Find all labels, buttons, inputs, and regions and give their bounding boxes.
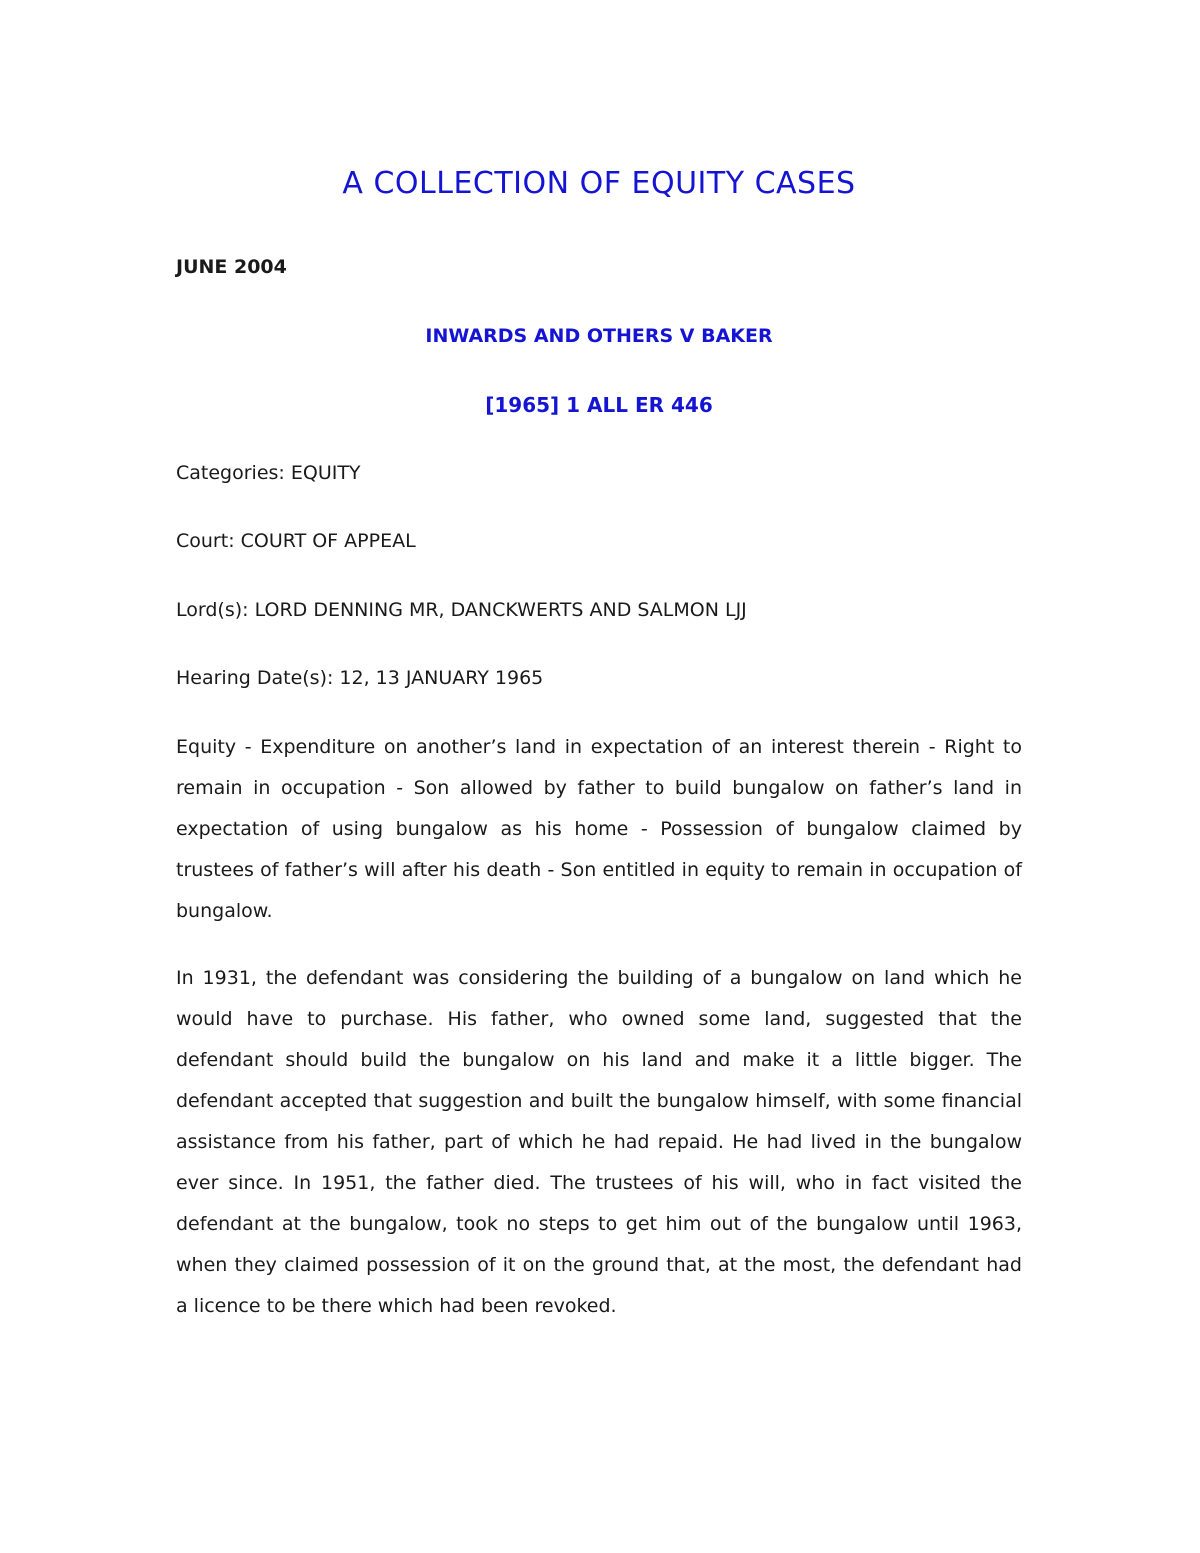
facts-paragraph: In 1931, the defendant was considering the building of a bungalow on land which he would have to purchase. His father, who owned some land, suggested that the defendant should build the bungalow on his land and make it a little bigger. The defendant accepted that suggestion and built the bungalow himself, with some financial assistance from his father, part of which he had repaid. He had lived in the bungalow ever since. In 1951, the father died. The trustees of his will, who in fact visited the defendant at the bungalow, took no steps to get him out of the bungalow until 1963, when they claimed possession of it on the ground that, at the most, the defendant had a licence to be there which had been revoked. [176,967,1022,1317]
headnote-paragraph: Equity - Expenditure on another’s land in expectation of an interest therein - Right to remain in occupation - Son allowed by father to build bungalow on father’s land in expectation of using bungalow as his home - Possession of bungalow claimed by trustees of father’s will after his death - Son entitled in equity to remain in occupation of bungalow. [176,736,1022,922]
case-name: INWARDS AND OTHERS V BAKER [425,325,773,347]
document-title: A COLLECTION OF EQUITY CASES [342,166,856,201]
case-citation: [1965] 1 ALL ER 446 [485,393,713,417]
court-line: Court: COURT OF APPEAL [176,530,416,552]
hearing-dates-line: Hearing Date(s): 12, 13 JANUARY 1965 [176,667,544,689]
date-line: JUNE 2004 [176,256,287,278]
lords-line: Lord(s): LORD DENNING MR, DANCKWERTS AND SALMON LJJ [176,599,747,621]
categories-line: Categories: EQUITY [176,462,361,484]
